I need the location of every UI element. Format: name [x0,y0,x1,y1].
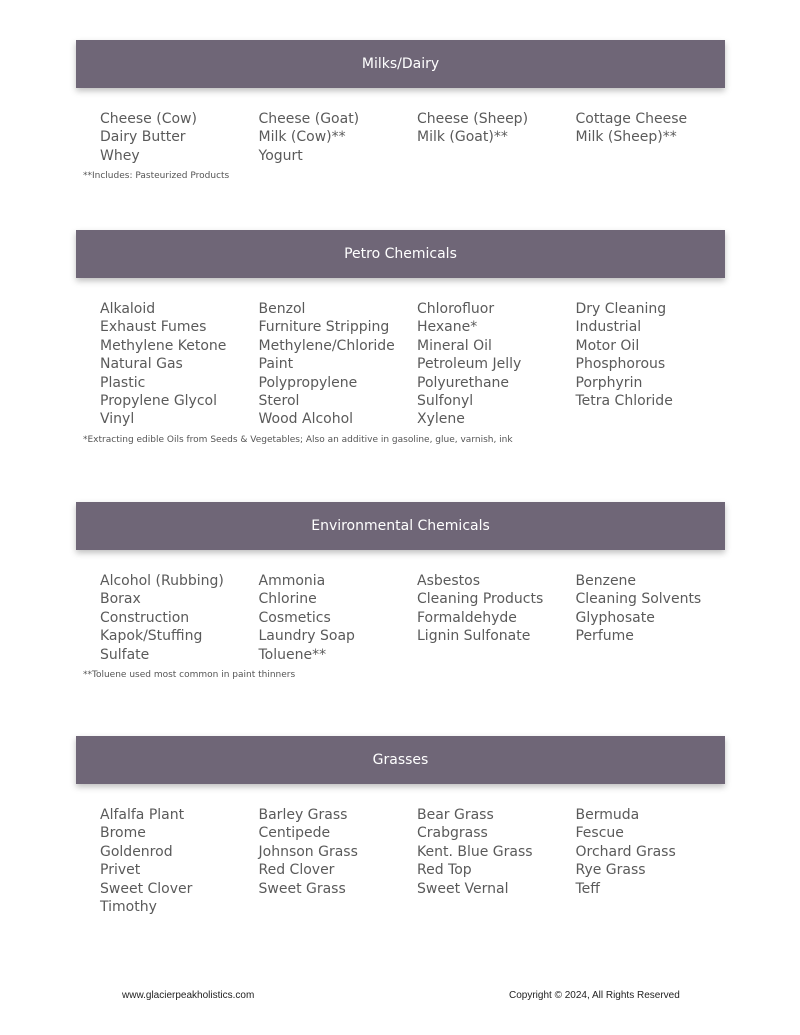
list-item: Phosphorous [575,356,666,373]
list-item: Industrial [575,319,642,336]
list-item: Barley Grass [258,807,348,823]
list-item: Cosmetics [258,609,331,626]
list-item: Propylene Glycol [100,393,217,410]
list-item: Milk (Cow)** [258,129,346,146]
list-item: Sulfate [100,646,150,663]
list-item: Dairy Butter [100,129,186,146]
list-item: Kent. Blue Grass [417,843,533,860]
section-banner [76,736,725,784]
list-item: Benzol [258,301,306,317]
section-banner [76,502,725,550]
list-item: Chlorofluor [417,301,495,317]
list-item: Cottage Cheese [575,111,688,127]
list-item: Polypropylene [258,374,358,391]
list-item: Teff [575,880,600,897]
list-item: Petroleum Jelly [417,356,522,373]
list-item: Dry Cleaning [575,301,667,317]
list-item: Goldenrod [100,843,173,860]
list-item: Ammonia [258,573,326,589]
list-item: Whey [100,147,140,164]
list-item: Yogurt [258,147,303,164]
list-item: Sweet Grass [258,880,346,897]
list-item: Kapok/Stuffing [100,628,203,645]
list-item: Chlorine [258,591,317,608]
list-item: Alcohol (Rubbing) [100,573,224,589]
list-item: Glyphosate [575,609,655,626]
list-item: Cheese (Sheep) [417,111,529,127]
list-item: Toluene** [258,646,327,663]
list-item: Polyurethane [417,374,510,391]
list-item: Asbestos [417,573,481,589]
list-item: Privet [100,862,141,879]
section-petro-chemicals [76,230,725,445]
list-item: Porphyrin [575,374,643,391]
list-item: Johnson Grass [258,843,358,860]
list-item: Perfume [575,628,634,645]
section-grasses [76,736,725,916]
list-item: Plastic [100,374,146,391]
list-item: Vinyl [100,411,135,428]
list-item: Timothy [100,899,157,916]
list-item: Tetra Chloride [575,393,673,410]
list-item: Cheese (Cow) [100,111,197,127]
list-item: Red Clover [258,862,335,879]
list-item: Sweet Clover [100,880,193,897]
list-item: Fescue [575,825,624,842]
section-title: Petro Chemicals [344,246,457,262]
list-item: Natural Gas [100,356,183,373]
list-item: Cleaning Solvents [575,591,702,608]
item-grid [100,806,725,916]
footer-copyright: Copyright © 2024, All Rights Reserved [509,990,680,1001]
list-item: Formaldehyde [417,609,517,626]
list-item: Benzene [575,573,637,589]
section-title: Grasses [372,752,429,768]
list-item: Rye Grass [575,862,646,879]
section-milks-dairy [76,40,725,181]
section-banner [76,40,725,88]
list-item: Methylene/Chloride [258,337,395,354]
list-item: Furniture Stripping [258,319,390,336]
footer-website: www.glacierpeakholistics.com [122,990,255,1001]
list-item: Bear Grass [417,807,494,823]
section-environmental-chemicals [76,502,725,680]
section-footnote: *Extracting edible Oils from Seeds & Vegetables; Also an additive in gasoline, glue, varnish, ink [83,434,513,445]
list-item: Sweet Vernal [417,880,509,897]
list-item: Construction [100,609,190,626]
list-item: Sterol [258,393,300,410]
section-title: Environmental Chemicals [311,518,490,534]
item-grid [100,300,725,429]
list-item: Red Top [417,862,472,879]
section-title: Milks/Dairy [361,56,440,72]
list-item: Paint [258,356,294,373]
list-item: Cleaning Products [417,591,544,608]
list-item: Exhaust Fumes [100,319,207,336]
list-item: Bermuda [575,807,640,823]
item-grid [100,572,725,664]
list-item: Cheese (Goat) [258,111,360,127]
section-footnote: **Toluene used most common in paint thinners [83,670,296,681]
section-banner [76,230,725,278]
list-item: Orchard Grass [575,843,676,860]
list-item: Laundry Soap [258,628,355,645]
list-item: Mineral Oil [417,337,492,354]
list-item: Centipede [258,825,331,842]
list-item: Borax [100,591,141,608]
list-item: Hexane* [417,319,478,336]
item-grid [100,110,725,165]
list-item: Motor Oil [575,337,640,354]
list-item: Alfalfa Plant [100,807,185,823]
list-item: Crabgrass [417,825,488,842]
list-item: Xylene [417,411,465,428]
list-item: Sulfonyl [417,393,474,410]
list-item: Methylene Ketone [100,337,227,354]
list-item: Lignin Sulfonate [417,628,531,645]
list-item: Wood Alcohol [258,411,354,428]
list-item: Brome [100,825,146,842]
list-item: Alkaloid [100,301,156,317]
list-item: Milk (Sheep)** [575,129,677,146]
section-footnote: **Includes: Pasteurized Products [83,171,230,182]
list-item: Milk (Goat)** [417,129,508,146]
